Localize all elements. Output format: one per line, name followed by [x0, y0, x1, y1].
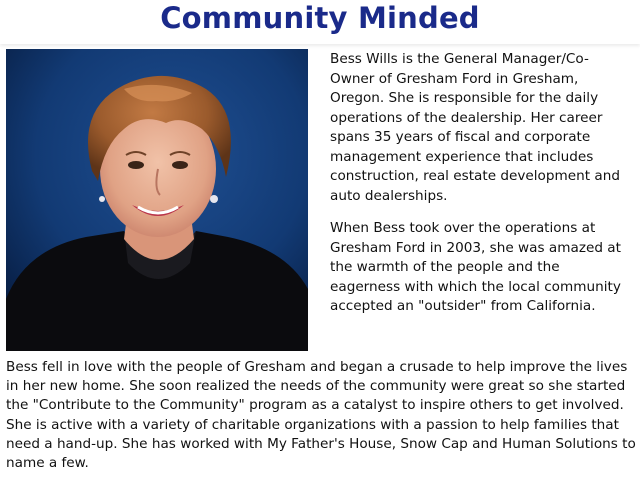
page-title: Community Minded: [160, 1, 480, 35]
bio-paragraph-2: When Bess took over the operations at Gresham Ford in 2003, she was amazed at the warmth of the people and the eagerness with which the local community accepted an "outsider" from California.: [330, 220, 621, 314]
portrait-photo: [6, 49, 308, 351]
portrait-illustration: [6, 49, 308, 351]
title-bar: [0, 0, 640, 44]
bio-bottom-section: [6, 358, 636, 473]
bio-column: [330, 50, 630, 330]
bio-paragraph-3: Bess fell in love with the people of Gresham and began a crusade to help improve the lives in her new home. She soon realized the needs of the community were great so she started the "Contribute to the Community" program as a catalyst to inspire others to get involved. She is active with a variety of charitable organizations with a passion to help families that need a hand-up. She has worked with My Father's House, Snow Cap and Human Solutions to name a few.: [6, 359, 636, 472]
bio-paragraph-1: Bess Wills is the General Manager/Co-Owner of Gresham Ford in Gresham, Oregon. She is responsible for the daily operations of the dealership. Her career spans 35 years of fiscal and corporate management experience that includes construction, real estate development and auto dealerships.: [330, 51, 620, 204]
